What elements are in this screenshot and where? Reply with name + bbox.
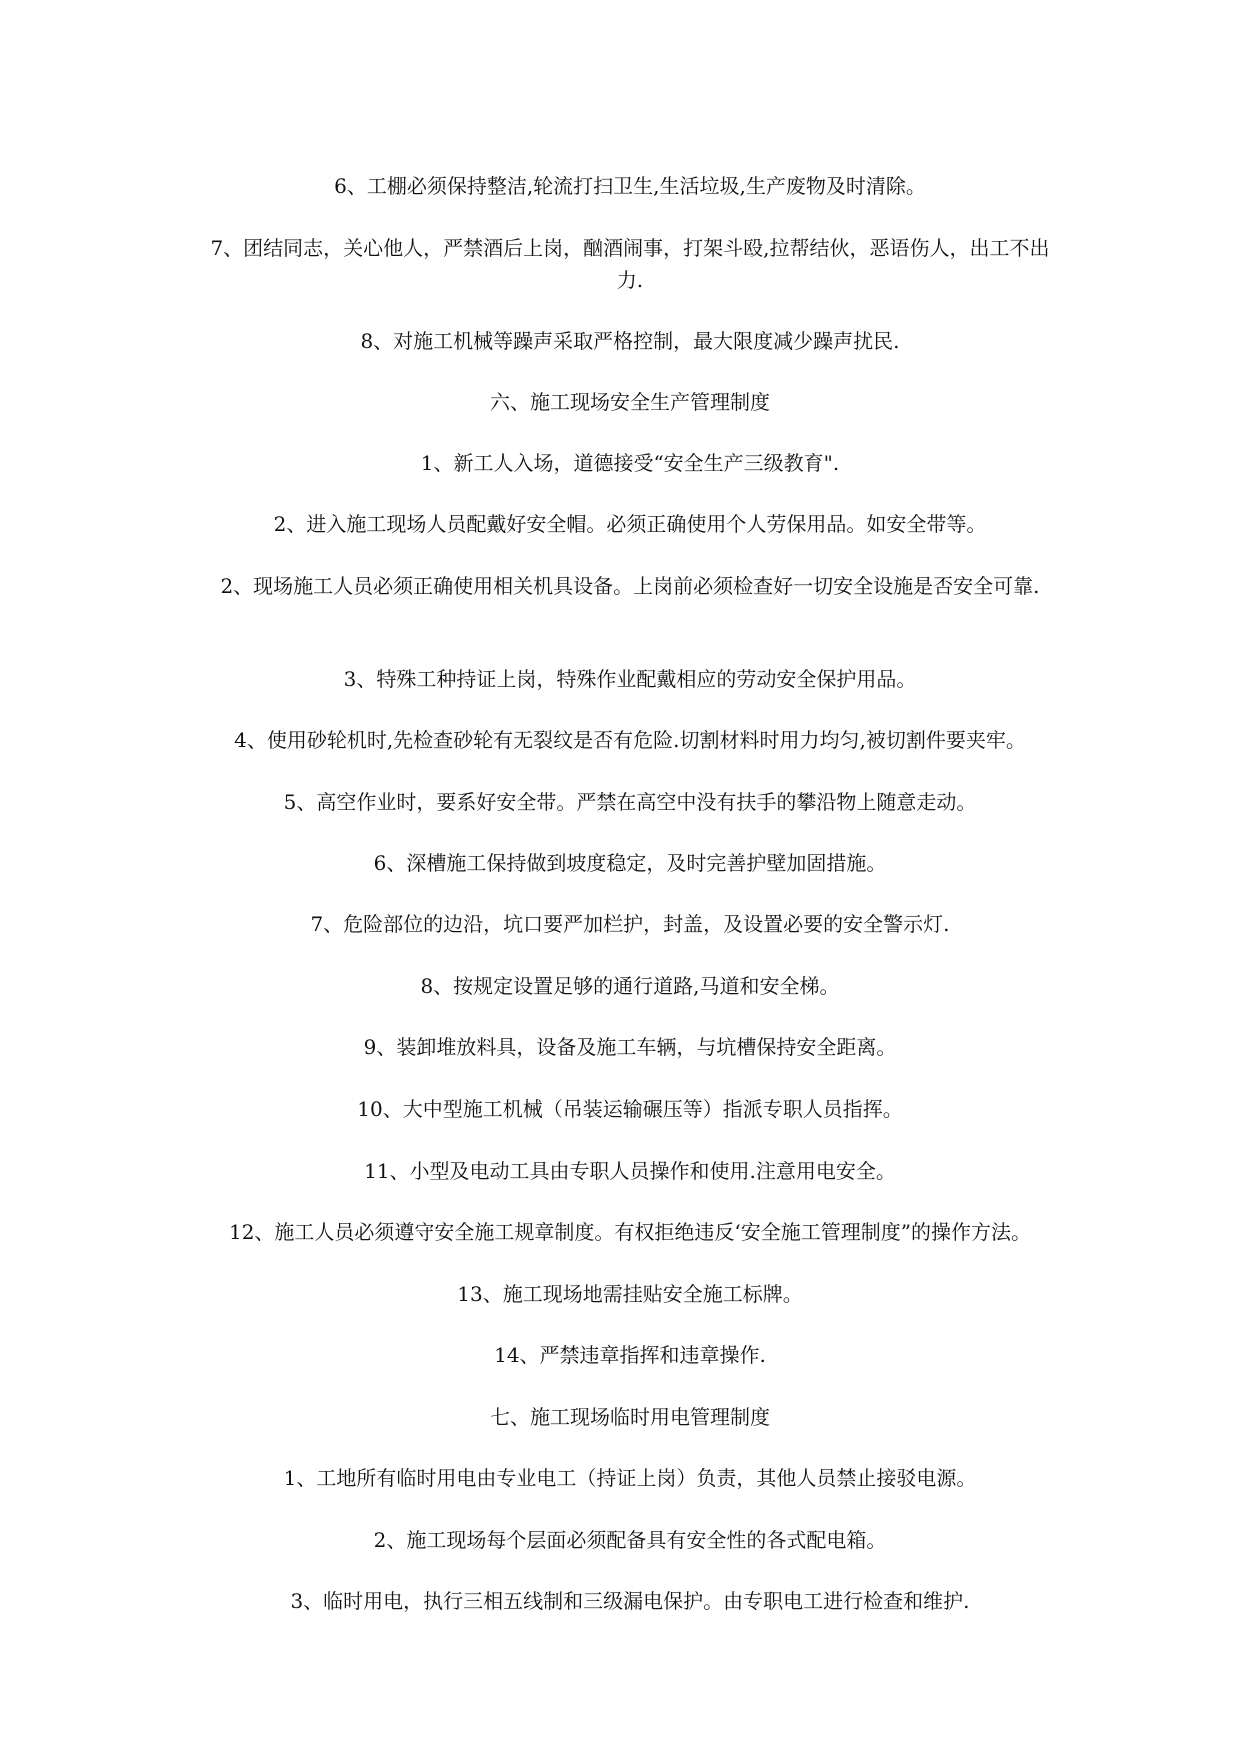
section-heading-6: 六、施工现场安全生产管理制度 — [490, 390, 770, 414]
paragraph-21: 3、临时用电，执行三相五线制和三级漏电保护。由专职电工进行检查和维护. — [290, 1589, 970, 1613]
paragraph-18: 14、严禁违章指挥和违章操作. — [494, 1343, 766, 1367]
paragraph-12: 8、按规定设置足够的通行道路,马道和安全梯。 — [420, 974, 840, 998]
paragraph-6: 2、现场施工人员必须正确使用相关机具设备。上岗前必须检查好一切安全设施是否安全可靠. — [220, 574, 1040, 598]
paragraph-2: 7、团结同志，关心他人，严禁酒后上岗，酗酒闹事，打架斗殴,拉帮结伙，恶语伤人，出工不出力. — [210, 236, 1050, 292]
paragraph-19: 1、工地所有临时用电由专业电工（持证上岗）负责，其他人员禁止接驳电源。 — [283, 1466, 977, 1490]
section-heading-7: 七、施工现场临时用电管理制度 — [490, 1405, 770, 1429]
paragraph-16: 12、施工人员必须遵守安全施工规章制度。有权拒绝违反‘安全施工管理制度”的操作方法。 — [228, 1220, 1032, 1244]
paragraph-11: 7、危险部位的边沿，坑口要严加栏护，封盖，及设置必要的安全警示灯. — [310, 912, 950, 936]
paragraph-4: 1、新工人入场，道德接受“安全生产三级教育". — [420, 451, 840, 475]
paragraph-1: 6、工棚必须保持整洁,轮流打扫卫生,生活垃圾,生产废物及时清除。 — [334, 174, 926, 198]
paragraph-7: 3、特殊工种持证上岗，特殊作业配戴相应的劳动安全保护用品。 — [343, 667, 917, 691]
paragraph-14: 10、大中型施工机械（吊装运输碾压等）指派专职人员指挥。 — [357, 1097, 903, 1121]
paragraph-15: 11、小型及电动工具由专职人员操作和使用.注意用电安全。 — [364, 1159, 896, 1183]
paragraph-5: 2、进入施工现场人员配戴好安全帽。必须正确使用个人劳保用品。如安全带等。 — [273, 512, 987, 536]
paragraph-10: 6、深槽施工保持做到坡度稳定，及时完善护壁加固措施。 — [373, 851, 887, 875]
paragraph-8: 4、使用砂轮机时,先检查砂轮有无裂纹是否有危险.切割材料时用力均匀,被切割件要夹牢。 — [234, 728, 1026, 752]
paragraph-13: 9、装卸堆放料具，设备及施工车辆，与坑槽保持安全距离。 — [363, 1035, 897, 1059]
paragraph-9: 5、高空作业时，要系好安全带。严禁在高空中没有扶手的攀沿物上随意走动。 — [283, 790, 977, 814]
paragraph-3: 8、对施工机械等躁声采取严格控制，最大限度减少躁声扰民. — [360, 329, 900, 353]
paragraph-20: 2、施工现场每个层面必须配备具有安全性的各式配电箱。 — [373, 1528, 887, 1552]
paragraph-17: 13、施工现场地需挂贴安全施工标牌。 — [457, 1282, 803, 1306]
